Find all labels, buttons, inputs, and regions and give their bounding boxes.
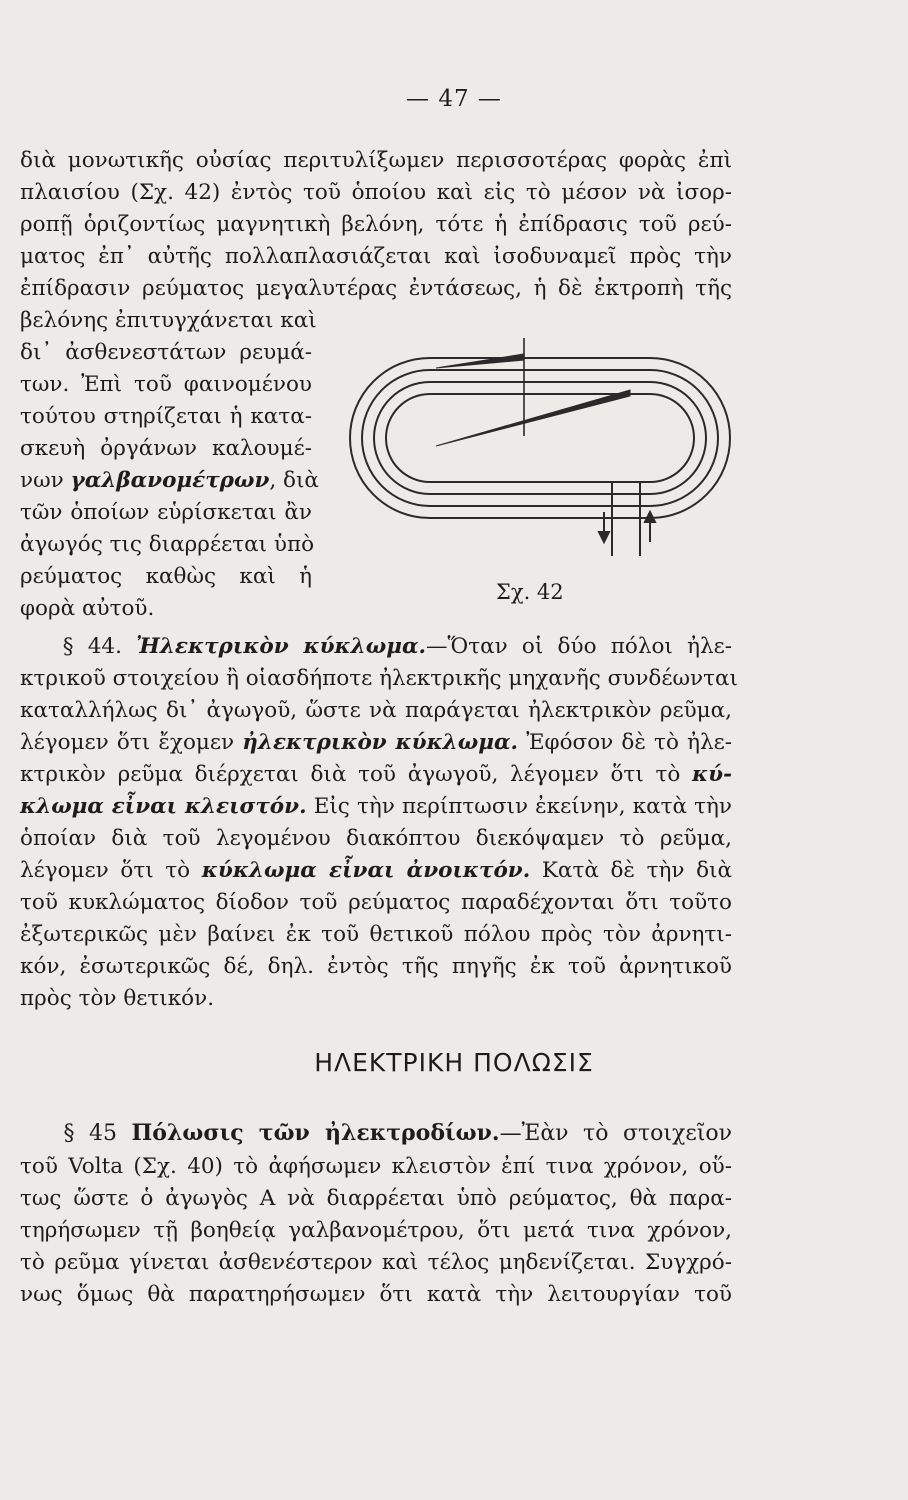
text-run: νων bbox=[20, 468, 64, 493]
text-line bbox=[20, 728, 732, 758]
text-line: κόν, ἐσωτερικῶς δέ, δηλ. ἐντὸς τῆς πηγῆς ἐκ τοῦ ἀρνητικοῦ bbox=[20, 954, 732, 979]
term-closed-circuit: κύ- bbox=[692, 762, 732, 787]
text-line: τῶν ὁποίων εὑρίσκεται ἂν bbox=[20, 500, 312, 525]
text-line: διὰ μονωτικῆς οὐσίας περιτυλίξωμεν περισσοτέρας φορὰς ἐπὶ bbox=[20, 148, 732, 173]
text-line: σκευὴ ὀργάνων καλουμέ- bbox=[20, 436, 312, 461]
text-run: —Ὅταν οἱ δύο πόλοι ἠλε- bbox=[425, 634, 732, 659]
text-line: δι᾽ ἀσθενεστάτων ρευμά- bbox=[20, 340, 312, 365]
text-line bbox=[20, 760, 732, 790]
term-electric-circuit: ἠλεκτρικὸν κύκλωμα. bbox=[242, 730, 518, 755]
text-line: τως ὥστε ὁ ἀγωγὸς Α νὰ διαρρέεται ὑπὸ ρεύματος, θὰ παρα- bbox=[20, 1186, 732, 1211]
text-line: πλαισίου (Σχ. 42) ἐντὸς τοῦ ὁποίου καὶ εἰς τὸ μέσον νὰ ἰσορ- bbox=[20, 180, 732, 205]
section-number: § 45 bbox=[63, 1121, 118, 1146]
text-line: τοῦ κυκλώματος δίοδον τοῦ ρεύματος παραδέχονται ὅτι τοῦτο bbox=[20, 890, 732, 915]
term-galvanometers: γαλβανομέτρων bbox=[70, 468, 270, 493]
section-heading: ΗΛΕΚΤΡΙΚΗ ΠΟΛΩΣΙΣ bbox=[314, 1048, 594, 1077]
text-line: ἐπίδρασιν ρεύματος μεγαλυτέρας ἐντάσεως, ἡ δὲ ἐκτροπὴ τῆς bbox=[20, 276, 732, 301]
text-line: νως ὅμως θὰ παρατηρήσωμεν ὅτι κατὰ τὴν λειτουργίαν τοῦ bbox=[20, 1282, 732, 1307]
figure-caption: Σχ. 42 bbox=[496, 580, 564, 604]
text-line: βελόνης ἐπιτυγχάνεται καὶ bbox=[20, 308, 317, 333]
term-open-circuit: κύκλωμα εἶναι ἀνοικτόν. bbox=[201, 858, 531, 883]
section-title: Ἠλεκτρικὸν κύκλωμα. bbox=[136, 634, 426, 659]
text-run: λέγομεν ὅτι ἔχομεν bbox=[20, 730, 235, 755]
text-run: κτρικὸν ρεῦμα διέρχεται διὰ τοῦ ἀγωγοῦ, λέγομεν ὅτι τὸ bbox=[20, 762, 681, 787]
text-line: τὸ ρεῦμα γίνεται ἀσθενέστερον καὶ τέλος μηδενίζεται. Συγχρό- bbox=[20, 1250, 732, 1275]
text-line: ματος ἐπ᾽ αὐτῆς πολλαπλασιάζεται καὶ ἰσοδυναμεῖ πρὸς τὴν bbox=[20, 244, 732, 269]
text-run: Εἰς τὴν περίπτωσιν ἐκείνην, κατὰ τὴν bbox=[313, 794, 732, 819]
text-line: ρεύματος καθὼς καὶ ἡ bbox=[20, 564, 312, 589]
text-line bbox=[20, 856, 732, 886]
text-line bbox=[20, 466, 319, 496]
text-line: τοῦ Volta (Σχ. 40) τὸ ἀφήσωμεν κλειστὸν ἐπί τινα χρόνον, οὕ- bbox=[20, 1154, 732, 1179]
text-line bbox=[20, 632, 732, 662]
text-run: —Ἐὰν τὸ στοιχεῖον bbox=[499, 1121, 733, 1146]
text-line: πρὸς τὸν θετικόν. bbox=[20, 986, 215, 1011]
text-run: , διὰ bbox=[269, 468, 319, 493]
text-run: Ἐφόσον δὲ τὸ ἠλε- bbox=[526, 730, 732, 755]
text-line: ροπῇ ὁριζοντίως μαγνητικὴ βελόνη, τότε ἡ ἐπίδρασις τοῦ ρεύ- bbox=[20, 212, 732, 237]
text-line: ἐξωτερικῶς μὲν βαίνει ἐκ τοῦ θετικοῦ πόλου πρὸς τὸν ἀρνητι- bbox=[20, 922, 732, 947]
text-line: ὁποίαν διὰ τοῦ λεγομένου διακόπτου διεκόψαμεν τὸ ρεῦμα, bbox=[20, 826, 732, 851]
page-number: — 47 — bbox=[406, 86, 502, 112]
figure-42-galvanometer-coil bbox=[340, 326, 740, 566]
text-line: κτρικοῦ στοιχείου ἢ οἱασδήποτε ἠλεκτρικῆς μηχανῆς συνδέωνται bbox=[20, 666, 738, 691]
text-line: τούτου στηρίζεται ἡ κατα- bbox=[20, 404, 312, 429]
text-line: καταλλήλως δι᾽ ἀγωγοῦ, ὥστε νὰ παράγεται ἠλεκτρικὸν ρεῦμα, bbox=[20, 698, 732, 723]
term-closed-circuit: κλωμα εἶναι κλειστόν. bbox=[20, 794, 307, 819]
section-number: § 44. bbox=[62, 634, 122, 659]
text-run: Κατὰ δὲ τὴν διὰ bbox=[541, 858, 732, 883]
text-run: λέγομεν ὅτι τὸ bbox=[20, 858, 191, 883]
text-line: των. Ἐπὶ τοῦ φαινομένου bbox=[20, 372, 312, 397]
text-line bbox=[20, 1118, 732, 1149]
text-line: ἀγωγός τις διαρρέεται ὑπὸ bbox=[20, 532, 315, 557]
section-title: Πόλωσις τῶν ἠλεκτροδίων. bbox=[131, 1120, 500, 1146]
text-line: φορὰ αὐτοῦ. bbox=[20, 596, 155, 621]
text-line: τηρήσωμεν τῇ βοηθείᾳ γαλβανομέτρου, ὅτι μετά τινα χρόνον, bbox=[20, 1218, 732, 1243]
text-line bbox=[20, 792, 732, 822]
